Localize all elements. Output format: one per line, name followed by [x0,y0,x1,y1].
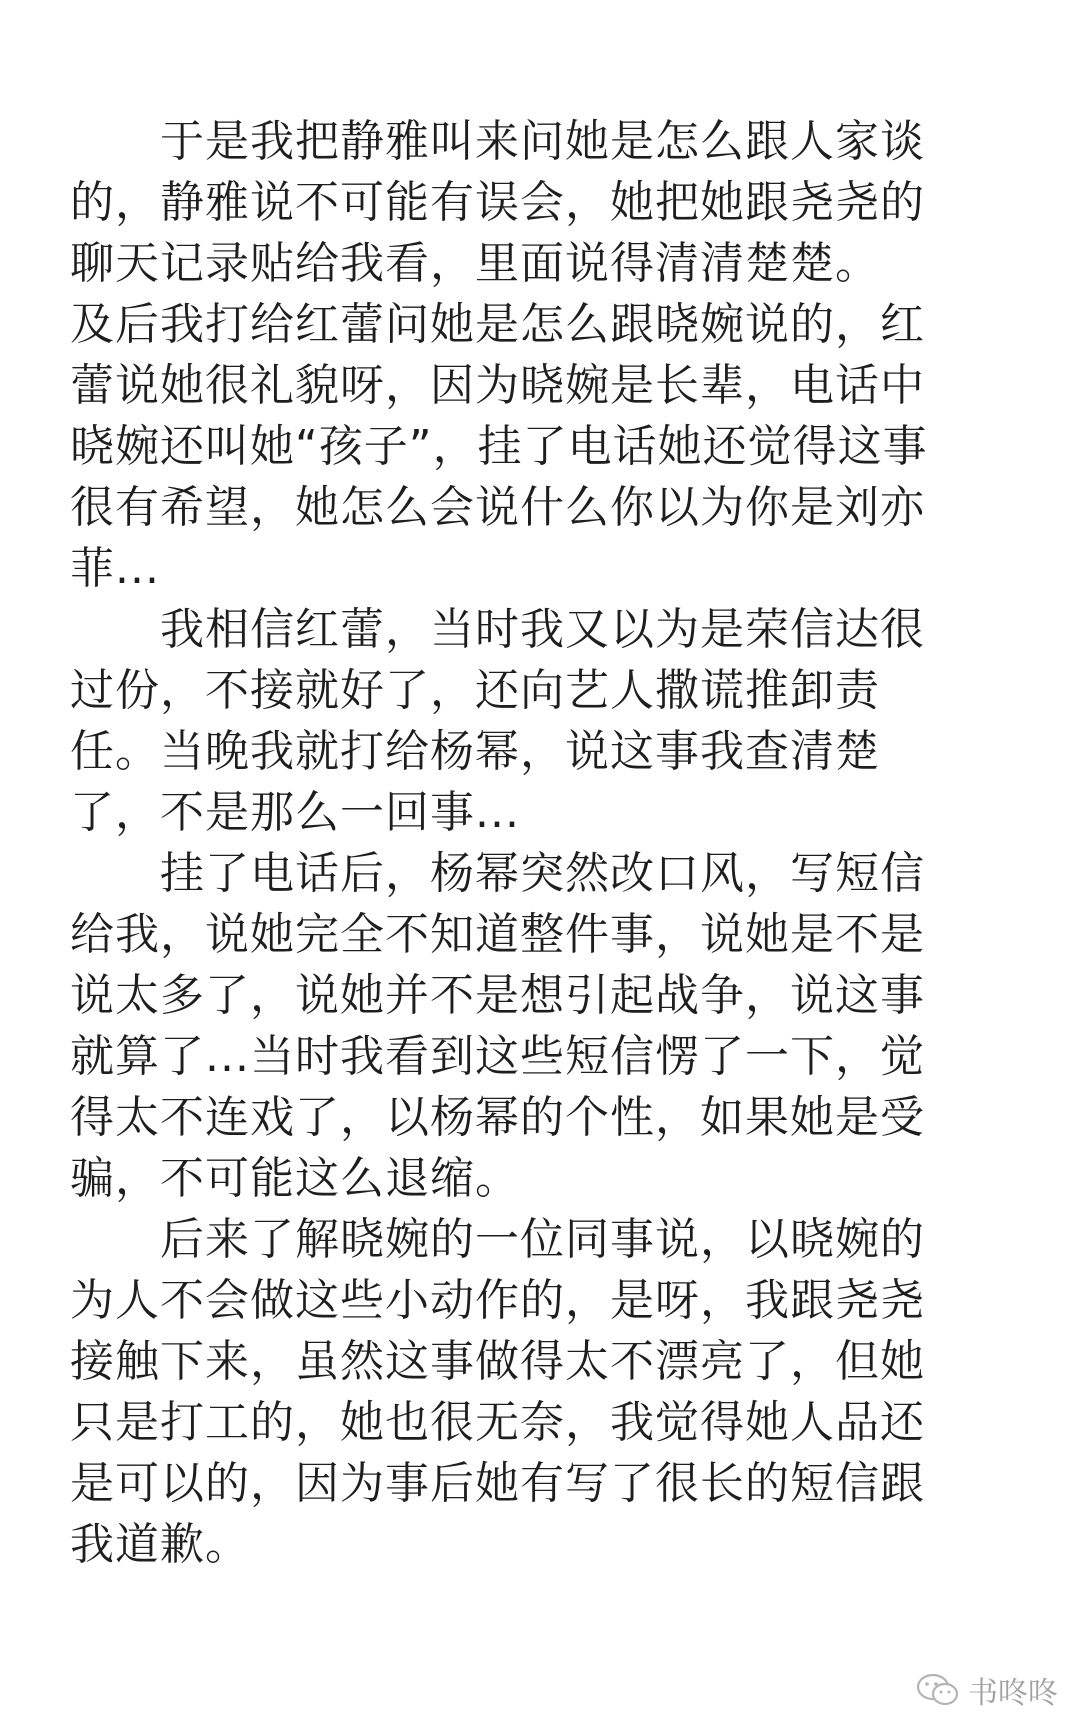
text-line: 的，静雅说不可能有误会，她把她跟尧尧的 [70,177,925,228]
text-line: 菲... [70,543,160,594]
text-line: 只是打工的，她也很无奈，我觉得她人品还 [70,1397,925,1448]
text-line: 为人不会做这些小动作的，是呀，我跟尧尧 [70,1275,925,1326]
text-line: 后来了解晓婉的一位同事说，以晓婉的 [70,1214,925,1265]
text-line: 就算了...当时我看到这些短信愣了一下，觉 [70,1031,925,1082]
text-line: 了，不是那么一回事... [70,787,520,838]
text-line: 于是我把静雅叫来问她是怎么跟人家谈 [70,116,925,167]
wechat-icon [916,1673,960,1707]
text-line: 给我，说她完全不知道整件事，说她是不是 [70,909,925,960]
text-line: 接触下来，虽然这事做得太不漂亮了，但她 [70,1336,925,1387]
watermark-text: 书咚咚 [968,1676,1058,1711]
text-line: 我相信红蕾，当时我又以为是荣信达很 [70,604,925,655]
text-line: 很有希望，她怎么会说什么你以为你是刘亦 [70,482,925,533]
watermark [916,1668,1058,1712]
text-line: 说太多了，说她并不是想引起战争，说这事 [70,970,925,1021]
text-line: 我道歉。 [70,1519,250,1570]
text-line: 蕾说她很礼貌呀，因为晓婉是长辈，电话中 [70,360,925,411]
text-line: 是可以的，因为事后她有写了很长的短信跟 [70,1458,925,1509]
text-line: 任。当晚我就打给杨幂，说这事我查清楚 [70,726,880,777]
text-line: 骗，不可能这么退缩。 [70,1153,520,1204]
text-line: 得太不连戏了，以杨幂的个性，如果她是受 [70,1092,925,1143]
text-line: 晓婉还叫她“孩子”，挂了电话她还觉得这事 [70,421,928,472]
text-line: 聊天记录贴给我看，里面说得清清楚楚。 [70,238,880,289]
text-line: 挂了电话后，杨幂突然改口风，写短信 [70,848,925,899]
text-line: 及后我打给红蕾问她是怎么跟晓婉说的，红 [70,299,925,350]
text-line: 过份，不接就好了，还向艺人撒谎推卸责 [70,665,880,716]
